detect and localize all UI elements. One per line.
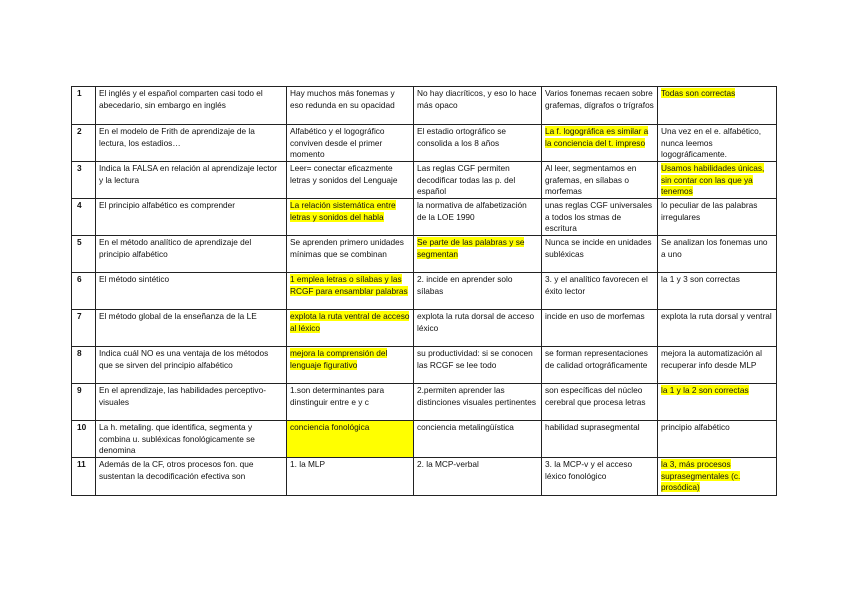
- answer-option-text: la 3, más procesos suprasegmentales (c. prosódica): [661, 459, 741, 492]
- answer-option: [542, 347, 658, 384]
- answer-option-text: El estadio ortográfico se consolida a los 8 años: [417, 126, 507, 148]
- question-number: 5: [72, 236, 96, 273]
- answer-option-text: 2. la MCP-verbal: [417, 459, 479, 469]
- answer-option: [658, 125, 777, 162]
- answer-option-text: la 1 y 3 son correctas: [661, 274, 740, 284]
- answer-option-text: Las reglas CGF permiten decodificar todas las p. del español: [417, 163, 516, 196]
- answer-option: [542, 458, 658, 496]
- answer-option: [542, 199, 658, 236]
- answer-option-text: 3. la MCP-v y el acceso léxico fonológico: [545, 459, 633, 481]
- answer-option: [414, 421, 542, 458]
- answer-option: [542, 162, 658, 199]
- answer-option: [414, 458, 542, 496]
- answer-option-text: su productividad: si se conocen las RCGF se lee todo: [417, 348, 533, 370]
- answer-option-text: 3. y el analítico favorecen el éxito lector: [545, 274, 648, 296]
- question-row: [72, 273, 777, 310]
- answer-option-text: Todas son correctas: [661, 88, 736, 98]
- answer-option-correct: [287, 310, 414, 347]
- answer-option-text: la 1 y la 2 son correctas: [661, 385, 749, 395]
- answer-option-text: habilidad suprasegmental: [545, 422, 640, 432]
- question-number: 1: [72, 87, 96, 125]
- question-text: El método global de la enseñanza de la LE: [96, 310, 287, 347]
- answer-option-correct: [658, 162, 777, 199]
- answer-option: [658, 199, 777, 236]
- answer-option: [414, 384, 542, 421]
- question-text: En el modelo de Frith de aprendizaje de la lectura, los estadios…: [96, 125, 287, 162]
- question-text: El principio alfabético es comprender: [96, 199, 287, 236]
- question-row: [72, 199, 777, 236]
- question-row: [72, 458, 777, 496]
- question-row: [72, 87, 777, 125]
- answer-option-text: 2. incide en aprender solo sílabas: [417, 274, 513, 296]
- question-number: 6: [72, 273, 96, 310]
- answer-option: [414, 125, 542, 162]
- question-row: [72, 310, 777, 347]
- answer-option: [658, 273, 777, 310]
- answer-option-correct: [658, 384, 777, 421]
- answer-option-text: Usamos habilidades únicas, sin contar con las que ya tenemos: [661, 163, 765, 196]
- question-number: 11: [72, 458, 96, 496]
- question-text: La h. metaling. que identifica, segmenta y combina u. subléxicas fonológicamente se denomina: [96, 421, 287, 458]
- answer-option: [414, 347, 542, 384]
- answer-option: [414, 199, 542, 236]
- question-text: En el método analítico de aprendizaje del principio alfabético: [96, 236, 287, 273]
- answer-option-text: mejora la automatización al recuperar info desde MLP: [661, 348, 762, 370]
- answer-option-text: 2.permiten aprender las distinciones visuales pertinentes: [417, 385, 536, 407]
- answer-option-correct: [287, 347, 414, 384]
- answer-option: [542, 310, 658, 347]
- question-text: Además de la CF, otros procesos fon. que sustentan la decodificación efectiva son: [96, 458, 287, 496]
- answer-option-correct: [542, 125, 658, 162]
- answer-option-text: explota la ruta ventral de acceso al léxico: [290, 311, 410, 333]
- answer-option-text: mejora la comprensión del lenguaje figurativo: [290, 348, 388, 370]
- answer-option-text: principio alfabético: [661, 422, 730, 432]
- question-row: [72, 162, 777, 199]
- answer-option-text: incide en uso de morfemas: [545, 311, 645, 321]
- answer-option-text: conciencia metalingüística: [417, 422, 514, 432]
- question-number: 9: [72, 384, 96, 421]
- answer-option: [658, 421, 777, 458]
- answer-option: [658, 347, 777, 384]
- answer-option-text: Leer= conectar eficazmente letras y sonidos del Lenguaje: [290, 163, 398, 185]
- answer-option: [542, 87, 658, 125]
- answer-option-text: Se analizan los fonemas uno a uno: [661, 237, 768, 259]
- question-row: [72, 384, 777, 421]
- answer-option: [542, 384, 658, 421]
- answer-option-correct: [287, 421, 414, 458]
- question-text: Indica cuál NO es una ventaja de los métodos que se sirven del principio alfabético: [96, 347, 287, 384]
- answer-option-text: Nunca se incide en unidades subléxicas: [545, 237, 652, 259]
- answer-option: [414, 273, 542, 310]
- answer-option-text: Una vez en el e. alfabético, nunca leemos logográficamente.: [661, 126, 762, 159]
- answer-option-correct: [287, 273, 414, 310]
- question-row: [72, 125, 777, 162]
- answer-option-correct: [658, 458, 777, 496]
- answer-option-text: la normativa de alfabetización de la LOE 1990: [417, 200, 527, 222]
- quiz-table-body: [72, 87, 777, 496]
- answer-option-text: 1 emplea letras o sílabas y las RCGF para ensamblar palabras: [290, 274, 408, 296]
- answer-option-text: se forman representaciones de calidad ortográficamente: [545, 348, 648, 370]
- question-number: 2: [72, 125, 96, 162]
- question-number: 10: [72, 421, 96, 458]
- quiz-table: [71, 86, 777, 496]
- answer-option-text: conciencia fonológica: [290, 422, 370, 432]
- answer-option-text: 1. la MLP: [290, 459, 326, 469]
- answer-option-text: Se parte de las palabras y se segmentan: [417, 237, 525, 259]
- answer-option-correct: [414, 236, 542, 273]
- answer-option: [542, 421, 658, 458]
- answer-option-text: La f. logográfica es similar a la conciencia del t. impreso: [545, 126, 649, 148]
- question-text: Indica la FALSA en relación al aprendizaje lector y la lectura: [96, 162, 287, 199]
- answer-option-text: Hay muchos más fonemas y eso redunda en su opacidad: [290, 88, 395, 110]
- answer-option: [414, 310, 542, 347]
- answer-option-text: Varios fonemas recaen sobre grafemas, dígrafos o trígrafos: [545, 88, 654, 110]
- answer-option: [287, 125, 414, 162]
- answer-option: [414, 87, 542, 125]
- question-text: El método sintético: [96, 273, 287, 310]
- question-number: 7: [72, 310, 96, 347]
- question-row: [72, 347, 777, 384]
- answer-option-correct: [658, 87, 777, 125]
- answer-option: [287, 236, 414, 273]
- answer-option: [542, 236, 658, 273]
- question-text: El inglés y el español comparten casi todo el abecedario, sin embargo en inglés: [96, 87, 287, 125]
- answer-option-text: explota la ruta dorsal de acceso léxico: [417, 311, 535, 333]
- answer-option-text: lo peculiar de las palabras irregulares: [661, 200, 758, 222]
- answer-option: [287, 87, 414, 125]
- answer-option: [658, 310, 777, 347]
- answer-option-correct: [287, 199, 414, 236]
- answer-option-text: Se aprenden primero unidades mínimas que se combinan: [290, 237, 404, 259]
- answer-option-text: No hay diacríticos, y eso lo hace más opaco: [417, 88, 537, 110]
- answer-option: [287, 458, 414, 496]
- question-number: 8: [72, 347, 96, 384]
- answer-option: [414, 162, 542, 199]
- answer-option-text: La relación sistemática entre letras y sonidos del habla: [290, 200, 396, 222]
- answer-option-text: Alfabético y el logográfico conviven desde el primer momento: [290, 126, 385, 159]
- question-row: [72, 236, 777, 273]
- answer-option-text: unas reglas CGF universales a todos los stmas de escritura: [545, 200, 652, 233]
- answer-option: [287, 162, 414, 199]
- answer-option: [542, 273, 658, 310]
- answer-option-text: son específicas del núcleo cerebral que procesa letras: [545, 385, 646, 407]
- answer-option: [287, 384, 414, 421]
- answer-option-text: 1.son determinantes para dinstinguir entre e y c: [290, 385, 385, 407]
- question-row: [72, 421, 777, 458]
- answer-option-text: Al leer, segmentamos en grafemas, en sílabas o morfemas: [545, 163, 637, 196]
- question-text: En el aprendizaje, las habilidades perceptivo-visuales: [96, 384, 287, 421]
- answer-option: [658, 236, 777, 273]
- question-number: 4: [72, 199, 96, 236]
- question-number: 3: [72, 162, 96, 199]
- answer-option-text: explota la ruta dorsal y ventral: [661, 311, 772, 321]
